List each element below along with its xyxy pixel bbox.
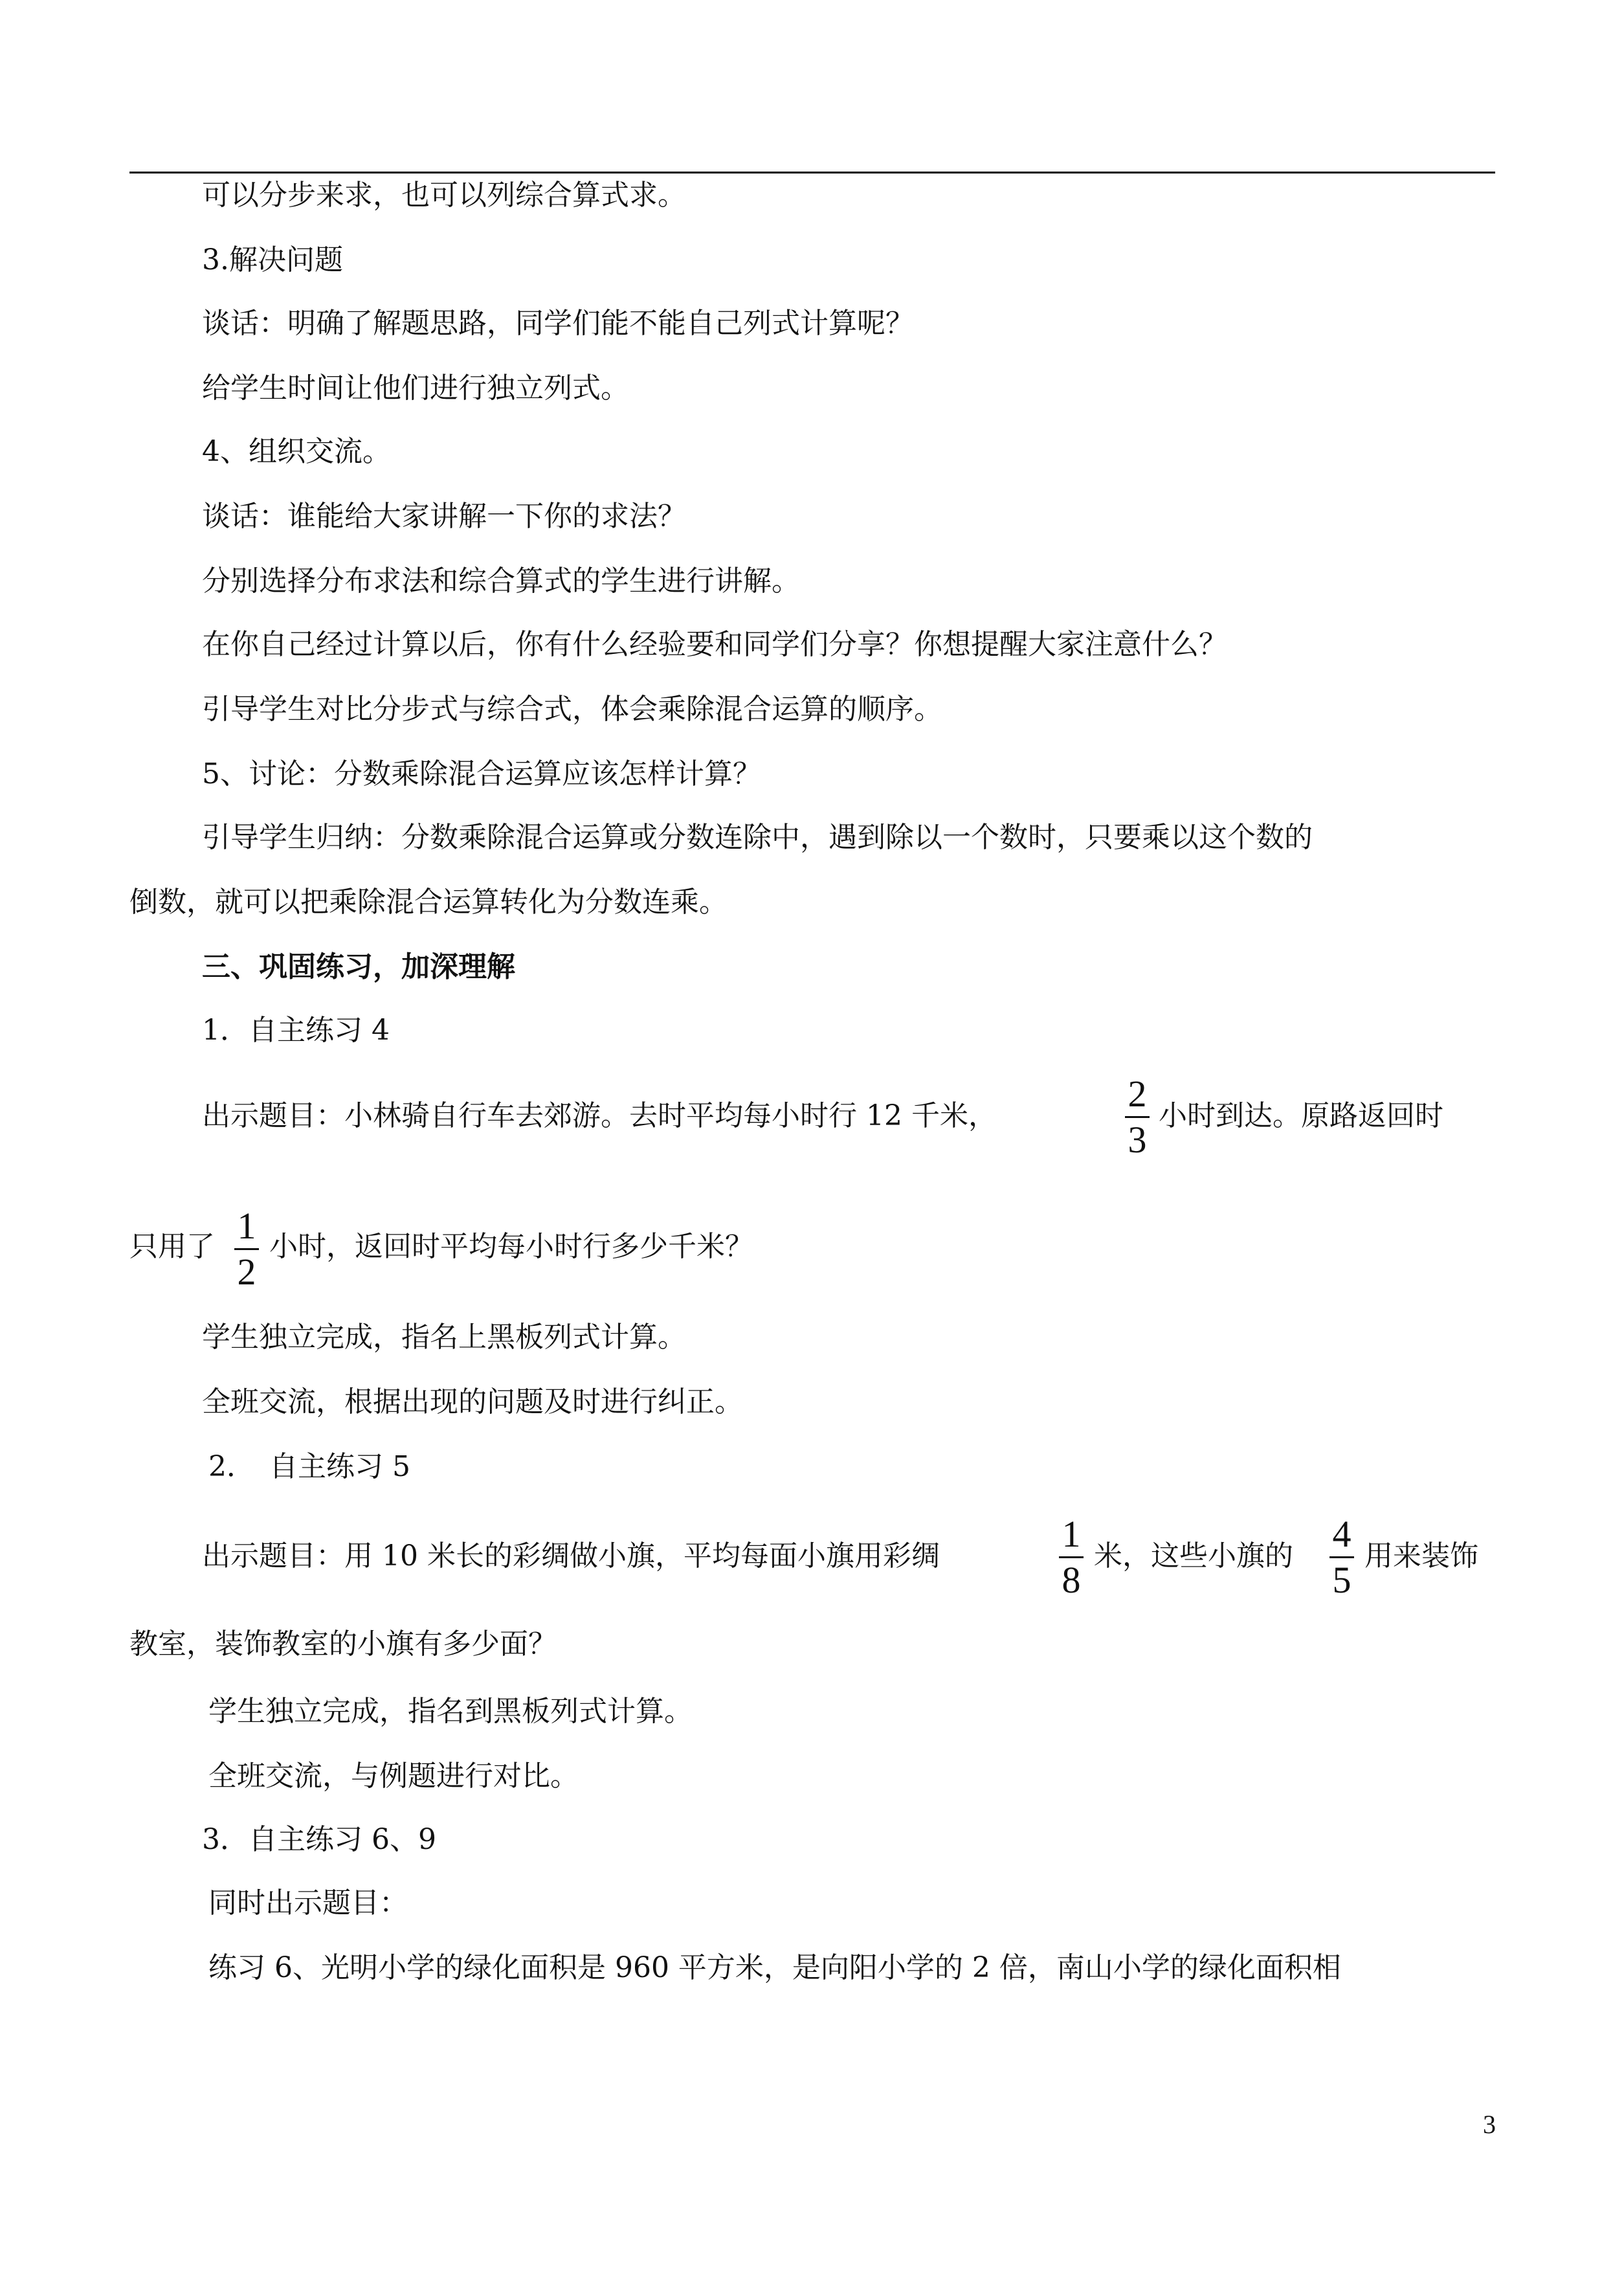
problem-text: 出示题目：用 10 米长的彩绸做小旗，平均每面小旗用彩绸 [202,1539,940,1572]
text-line: 同时出示题目： [208,1886,408,1919]
text-line: 学生独立完成，指名到黑板列式计算。 [208,1695,693,1728]
text-line: 全班交流，根据出现的问题及时进行纠正。 [202,1385,743,1418]
fraction-numerator: 4 [1332,1513,1351,1555]
fraction [1125,1073,1150,1161]
fraction-denominator: 8 [1062,1559,1081,1601]
fraction-numerator: 1 [237,1205,256,1247]
problem-text: 小时，返回时平均每小时行多少千米？ [269,1230,753,1263]
text-line: 教室，装饰教室的小旗有多少面？ [129,1627,557,1661]
text-line: 全班交流，与例题进行对比。 [208,1760,579,1793]
text-line: 引导学生归纳：分数乘除混合运算或分数连除中，遇到除以一个数时，只要乘以这个数的 [202,821,1313,854]
problem-text: 米，这些小旗的 [1094,1539,1293,1572]
fraction-denominator: 2 [237,1251,256,1293]
fraction [1329,1514,1354,1601]
text-line: 可以分步来求，也可以列综合算式求。 [202,179,686,212]
text-line: 谈话：明确了解题思路，同学们能不能自己列式计算呢？ [202,307,914,340]
fraction-denominator: 5 [1332,1559,1351,1601]
text-line: 分别选择分布求法和综合算式的学生进行讲解。 [202,565,800,598]
fraction-denominator: 3 [1128,1119,1147,1161]
fraction-bar [1059,1556,1084,1558]
problem-text: 用来装饰 [1364,1539,1478,1572]
fraction-numerator: 1 [1062,1513,1081,1555]
problem-text: 小时到达。原路返回时 [1159,1099,1443,1132]
problem-text: 只用了 [129,1230,215,1263]
section-heading: 5、讨论：分数乘除混合运算应该怎样计算？ [202,757,761,790]
fraction-bar [1329,1556,1354,1558]
section-heading: 4、组织交流。 [202,435,391,468]
fraction-bar [234,1248,259,1250]
text-line: 给学生时间让他们进行独立列式。 [202,372,629,405]
text-line: 学生独立完成，指名上黑板列式计算。 [202,1321,686,1354]
fraction [234,1205,259,1293]
fraction-bar [1125,1116,1150,1118]
fraction-numerator: 2 [1128,1073,1147,1115]
fraction [1059,1514,1084,1601]
text-line: 在你自己经过计算以后，你有什么经验要和同学们分享？你想提醒大家注意什么？ [202,628,1227,661]
text-line: 练习 6、光明小学的绿化面积是 960 平方米，是向阳小学的 2 倍，南山小学的绿化面积相 [208,1951,1341,1984]
section-heading: 三、巩固练习，加深理解 [202,950,515,983]
text-line: 引导学生对比分步式与综合式，体会乘除混合运算的顺序。 [202,693,942,726]
exercise-title: 3．自主练习 6、9 [202,1823,436,1856]
text-line: 倒数，就可以把乘除混合运算转化为分数连乘。 [129,886,728,919]
header-rule [129,172,1495,173]
page-number: 3 [1483,2110,1496,2139]
exercise-title: 1．自主练习 4 [202,1014,390,1047]
section-heading: 3.解决问题 [202,243,343,276]
text-line: 谈话：谁能给大家讲解一下你的求法？ [202,500,686,533]
problem-text: 出示题目：小林骑自行车去郊游。去时平均每小时行 12 千米， [202,1099,997,1132]
exercise-title: 2． 自主练习 5 [208,1450,410,1483]
